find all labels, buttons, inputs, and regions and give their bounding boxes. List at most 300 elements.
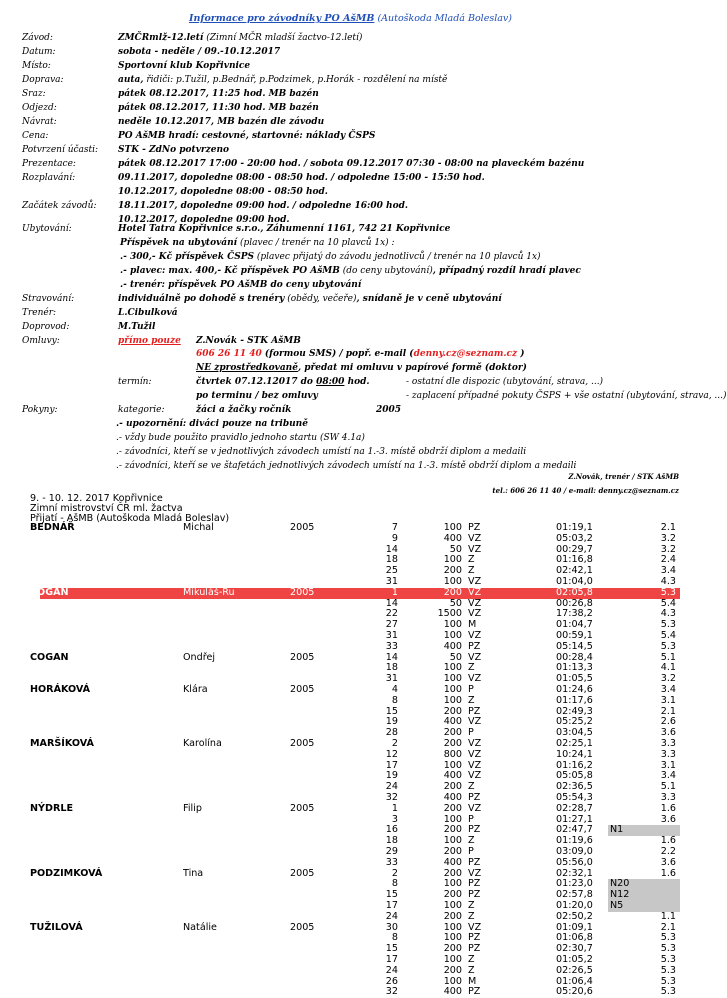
title-main: Informace pro závodníky PO AšMB <box>189 13 375 24</box>
cell-dist: 200 <box>443 943 462 955</box>
cell-dist: 50 <box>449 597 462 609</box>
cell-order: 3 <box>391 813 398 825</box>
cell-order: 1 <box>391 802 398 814</box>
cell-dist: 200 <box>443 867 462 879</box>
cell-pts: 2.4 <box>660 554 676 566</box>
deadline-row: termín: čtvrtek 07.12.12017 do 08:00 hod. - ostatní dle dispozic (ubytování, strava, ...) <box>118 377 604 387</box>
instruction-item: .- upozornění: diváci pouze na tribuně <box>116 419 308 429</box>
table-row <box>0 815 701 826</box>
cell-time: 01:23,0 <box>556 878 593 890</box>
cell-style: VZ <box>468 532 482 544</box>
field2-value: M.Tužil <box>118 322 156 332</box>
cell-dist: 100 <box>443 835 462 847</box>
field-row <box>0 199 701 213</box>
field-row <box>0 101 701 115</box>
field-value: 09.11.2017, dopoledne 08:00 - 08:50 hod. / odpoledne 15:00 - 15:50 hod. <box>118 173 485 183</box>
cell-order: 18 <box>385 554 398 566</box>
cell-surname: HORÁKOVÁ <box>30 684 91 695</box>
table-row <box>0 577 701 588</box>
lodging-line-3: .- plavec: max. 400,- Kč příspěvek PO AšMB (do ceny ubytování), případný rozdíl hradí plavec <box>120 266 581 276</box>
cell-dist: 50 <box>449 543 462 555</box>
cell-surname: PODZIMKOVÁ <box>30 867 103 879</box>
cell-dist: 400 <box>443 716 462 728</box>
cell-order: 1 <box>391 586 398 598</box>
cell-pts: 3.1 <box>660 759 676 771</box>
cell-time: 00:59,1 <box>556 630 593 641</box>
field-label: Sraz: <box>22 89 46 99</box>
cell-style: VZ <box>468 630 482 641</box>
cell-style: Z <box>468 565 475 577</box>
cell-dist: 200 <box>443 565 462 577</box>
cell-time: 02:49,3 <box>556 705 593 717</box>
cell-order: 29 <box>385 846 398 857</box>
field-label: Odjezd: <box>22 103 57 113</box>
cell-dist: 100 <box>443 684 462 695</box>
cell-time: 02:47,7 <box>556 824 593 836</box>
cell-style: VZ <box>468 759 482 771</box>
table-row <box>0 912 701 923</box>
field2-label: Stravování: <box>22 294 75 304</box>
table-row <box>0 761 701 772</box>
cell-time: 01:19,1 <box>556 522 593 533</box>
cell-time: 01:27,1 <box>556 813 593 825</box>
table-row <box>0 707 701 718</box>
cell-order: 28 <box>385 727 398 739</box>
cell-time: 01:13,3 <box>556 662 593 674</box>
cell-surname: TUŽILOVÁ <box>30 921 83 933</box>
cell-pts: 3.2 <box>660 673 676 685</box>
cell-time: 01:20,0 <box>556 900 593 911</box>
cell-dist: 200 <box>443 781 462 793</box>
cell-pts: 5.3 <box>660 964 676 976</box>
signature-name: Z.Novák, trenér / STK AšMB <box>568 472 679 481</box>
table-row <box>0 739 701 750</box>
cell-style: VZ <box>468 576 482 587</box>
cell-dist: 200 <box>443 705 462 717</box>
table-row <box>0 728 701 739</box>
cell-style: VZ <box>468 543 482 555</box>
cell-order: 14 <box>385 597 398 609</box>
cell-tag: N12 <box>608 890 680 901</box>
cell-dist: 400 <box>443 792 462 803</box>
cell-time: 02:42,1 <box>556 565 593 577</box>
cell-year: 2005 <box>290 921 315 933</box>
field-row <box>0 143 701 157</box>
field-row <box>0 31 701 45</box>
cell-order: 18 <box>385 835 398 847</box>
cell-time: 01:16,8 <box>556 554 593 566</box>
field2-label: Doprovod: <box>22 322 70 332</box>
cell-order: 2 <box>391 738 398 749</box>
cell-time: 01:24,6 <box>556 684 593 695</box>
cell-dist: 100 <box>443 878 462 890</box>
table-row <box>0 523 701 534</box>
cell-style: Z <box>468 835 475 847</box>
contact-person: Z.Novák - STK AšMB <box>196 336 301 346</box>
lodging-line-4: .- trenér: příspěvek PO AšMB do ceny ubytování <box>120 280 362 290</box>
cell-style: P <box>468 727 474 739</box>
cell-order: 17 <box>385 900 398 911</box>
cell-time: 02:50,2 <box>556 910 593 922</box>
cell-style: PZ <box>468 889 481 901</box>
cell-name: Mikuláš-Ru <box>183 586 235 598</box>
cell-pts: 4.3 <box>660 576 676 587</box>
cell-time: 05:54,3 <box>556 792 593 803</box>
cell-dist: 100 <box>443 576 462 587</box>
table-row <box>0 631 701 642</box>
cell-time: 01:09,1 <box>556 921 593 933</box>
cell-order: 24 <box>385 910 398 922</box>
cell-time: 00:26,8 <box>556 597 593 609</box>
field-value: Sportovní klub Kopřivnice <box>118 61 251 71</box>
cell-style: VZ <box>468 802 482 814</box>
table-row <box>0 901 701 912</box>
cell-style: PZ <box>468 792 481 803</box>
instruction-item: .- závodníci, kteří se v jednotlivých závodech umístí na 1.-3. místě obdrží diplom a medaili <box>116 447 527 457</box>
table-row <box>0 609 701 620</box>
cell-style: VZ <box>468 597 482 609</box>
cell-dist: 100 <box>443 932 462 944</box>
cell-time: 05:14,5 <box>556 640 593 652</box>
cell-time: 02:32,1 <box>556 867 593 879</box>
field-label: Místo: <box>22 61 51 71</box>
cell-time: 01:06,4 <box>556 975 593 987</box>
cell-name: Filip <box>183 802 202 814</box>
cell-year: 2005 <box>290 586 315 598</box>
cell-pts: 3.4 <box>660 770 676 782</box>
cell-tag: N1 <box>608 825 680 836</box>
cell-style: VZ <box>468 867 482 879</box>
cell-pts: 3.6 <box>660 727 676 739</box>
table-row <box>0 771 701 782</box>
cell-dist: 100 <box>443 954 462 965</box>
table-row <box>0 620 701 631</box>
lodging-line-2: .- 300,- Kč příspěvek ČSPS (plavec přijatý do závodu jednotlivců / trenér na 10 plavců 1x) <box>120 252 541 262</box>
cell-pts: 3.3 <box>660 748 676 760</box>
cell-tag: N5 <box>608 901 680 912</box>
cell-order: 14 <box>385 543 398 555</box>
cell-time: 00:28,4 <box>556 651 593 663</box>
field-value: 10.12.2017, dopoledne 08:00 - 08:50 hod. <box>118 187 328 197</box>
field-value: Hotel Tatra Kopřivnice s.r.o., Záhumenní 1161, 742 21 Kopřivnice <box>118 224 451 234</box>
cell-pts: 2.1 <box>660 522 676 533</box>
cell-pts: 5.1 <box>660 781 676 793</box>
cell-time: 03:09,0 <box>556 846 593 857</box>
cell-pts: 1.6 <box>660 802 676 814</box>
field-label: Potvrzení účasti: <box>22 145 99 155</box>
cell-order: 12 <box>385 748 398 760</box>
field-row <box>0 157 701 171</box>
results-header-line-2: Zimní mistrovství ČR ml. žactva <box>30 503 183 514</box>
cell-time: 02:28,7 <box>556 802 593 814</box>
table-row <box>0 599 701 610</box>
cell-dist: 100 <box>443 673 462 685</box>
field-value: ZMČRmlž-12.letí (Zimní MČR mladší žactvo-12.letí) <box>118 33 363 43</box>
late-row: po terminu / bez omluvy - zaplacení případné pokuty ČSPS + vše ostatní (ubytování, strava, ...) <box>196 391 727 401</box>
cell-order: 24 <box>385 781 398 793</box>
cell-time: 02:26,5 <box>556 964 593 976</box>
cell-dist: 200 <box>443 846 462 857</box>
cell-order: 8 <box>391 932 398 944</box>
cell-style: PZ <box>468 943 481 955</box>
excuses-row: Omluvy: přímo pouze Z.Novák - STK AšMB <box>22 336 301 346</box>
field-label: Závod: <box>22 33 53 43</box>
field-value: STK - ZdNo potvrzeno <box>118 145 230 155</box>
cell-pts: 5.3 <box>660 586 676 598</box>
cell-style: PZ <box>468 856 481 868</box>
cell-order: 17 <box>385 759 398 771</box>
cell-style: Z <box>468 910 475 922</box>
cell-order: 8 <box>391 694 398 706</box>
cell-dist: 100 <box>443 554 462 566</box>
cell-dist: 100 <box>443 630 462 641</box>
cell-dist: 400 <box>443 770 462 782</box>
cell-time: 05:56,0 <box>556 856 593 868</box>
cell-pts: 5.4 <box>660 597 676 609</box>
cell-order: 8 <box>391 878 398 890</box>
cell-style: Z <box>468 954 475 965</box>
cell-pts: 4.1 <box>660 662 676 674</box>
table-row <box>0 653 701 664</box>
cell-dist: 400 <box>443 856 462 868</box>
cell-dist: 100 <box>443 921 462 933</box>
cell-order: 15 <box>385 705 398 717</box>
table-row <box>0 663 701 674</box>
cell-time: 01:04,0 <box>556 576 593 587</box>
cell-pts: 5.3 <box>660 932 676 944</box>
cell-style: P <box>468 813 474 825</box>
cell-style: Z <box>468 662 475 674</box>
cell-order: 15 <box>385 889 398 901</box>
field2-label: Trenér: <box>22 308 57 318</box>
cell-pts: 2.1 <box>660 705 676 717</box>
cell-style: Z <box>468 554 475 566</box>
cell-style: PZ <box>468 932 481 944</box>
cell-time: 05:05,8 <box>556 770 593 782</box>
cell-order: 15 <box>385 943 398 955</box>
table-row <box>0 933 701 944</box>
cell-name: Klára <box>183 684 208 695</box>
cell-order: 24 <box>385 964 398 976</box>
field-label: Začátek závodů: <box>22 201 97 211</box>
direct-only-label: přímo pouze <box>118 336 181 346</box>
cell-time: 02:36,5 <box>556 781 593 793</box>
cell-style: PZ <box>468 640 481 652</box>
cell-dist: 100 <box>443 619 462 631</box>
cell-order: 19 <box>385 770 398 782</box>
field-value: neděle 10.12.2017, MB bazén dle závodu <box>118 117 325 127</box>
cell-order: 4 <box>391 684 398 695</box>
cell-time: 17:38,2 <box>556 608 593 620</box>
cell-style: VZ <box>468 586 482 598</box>
cell-pts: 3.2 <box>660 532 676 544</box>
email-link[interactable]: denny.cz@seznam.cz <box>413 349 518 359</box>
cell-time: 01:05,2 <box>556 954 593 965</box>
cell-style: VZ <box>468 651 482 663</box>
cell-dist: 200 <box>443 802 462 814</box>
cell-time: 00:29,7 <box>556 543 593 555</box>
cell-pts: 5.3 <box>660 640 676 652</box>
title-subtitle: (Autoškoda Mladá Boleslav) <box>377 13 512 24</box>
cell-order: 2 <box>391 867 398 879</box>
field-label: Doprava: <box>22 75 64 85</box>
cell-name: Michal <box>183 522 214 533</box>
cell-dist: 50 <box>449 651 462 663</box>
field-row <box>0 129 701 143</box>
cell-order: 32 <box>385 792 398 803</box>
cell-style: P <box>468 846 474 857</box>
field-value: auta, řidiči: p.Tužil, p.Bednář, p.Podzimek, p.Horák - rozdělení na místě <box>118 75 448 85</box>
cell-dist: 200 <box>443 910 462 922</box>
cell-style: VZ <box>468 673 482 685</box>
cell-year: 2005 <box>290 684 315 695</box>
cell-time: 05:25,2 <box>556 716 593 728</box>
cell-dist: 200 <box>443 738 462 749</box>
cell-order: 31 <box>385 673 398 685</box>
cell-style: VZ <box>468 716 482 728</box>
cell-pts: 1.1 <box>660 910 676 922</box>
cell-order: 16 <box>385 824 398 836</box>
cell-year: 2005 <box>290 651 315 663</box>
cell-dist: 100 <box>443 975 462 987</box>
cell-pts: 3.6 <box>660 856 676 868</box>
cell-year: 2005 <box>290 802 315 814</box>
table-row <box>0 555 701 566</box>
cell-style: Z <box>468 694 475 706</box>
cell-pts: 5.3 <box>660 943 676 955</box>
field-value: pátek 08.12.2017, 11:30 hod. MB bazén <box>118 103 319 113</box>
cell-style: PZ <box>468 878 481 890</box>
phone-number: 606 26 11 40 <box>196 349 262 359</box>
field-label: Návrat: <box>22 117 57 127</box>
cell-time: 02:57,8 <box>556 889 593 901</box>
cell-year: 2005 <box>290 738 315 749</box>
table-row <box>0 966 701 977</box>
cell-pts: 3.6 <box>660 813 676 825</box>
table-row <box>0 566 701 577</box>
cell-time: 05:20,6 <box>556 986 593 998</box>
field-label: Datum: <box>22 47 56 57</box>
cell-name: Tina <box>183 867 204 879</box>
cell-style: PZ <box>468 986 481 998</box>
cell-order: 25 <box>385 565 398 577</box>
field-value: 10.12.2017, dopoledne 09:00 hod. <box>118 215 290 225</box>
document-title <box>0 12 701 26</box>
cell-style: PZ <box>468 522 481 533</box>
cell-pts: 5.4 <box>660 630 676 641</box>
field2-value: L.Cibulková <box>118 308 178 318</box>
cell-dist: 100 <box>443 900 462 911</box>
cell-style: Z <box>468 964 475 976</box>
cell-pts: 3.3 <box>660 738 676 749</box>
cell-year: 2005 <box>290 522 315 533</box>
table-row <box>0 977 701 988</box>
table-row <box>0 674 701 685</box>
phone-row: 606 26 11 40 (formou SMS) / popř. e-mail (denny.cz@seznam.cz ) <box>196 349 525 359</box>
table-row <box>0 696 701 707</box>
field-value: pátek 08.12.2017, 11:25 hod. MB bazén <box>118 89 319 99</box>
table-row <box>0 944 701 955</box>
cell-surname: NÝDRLE <box>30 802 73 814</box>
cell-time: 01:16,2 <box>556 759 593 771</box>
cell-surname: MARŠÍKOVÁ <box>30 738 94 749</box>
cell-dist: 200 <box>443 727 462 739</box>
cell-time: 02:25,1 <box>556 738 593 749</box>
cell-dist: 100 <box>443 694 462 706</box>
cell-style: Z <box>468 900 475 911</box>
cell-order: 27 <box>385 619 398 631</box>
cell-order: 22 <box>385 608 398 620</box>
cell-pts: 5.1 <box>660 651 676 663</box>
cell-time: 02:30,7 <box>556 943 593 955</box>
lodging-line-1: Příspěvek na ubytování (plavec / trenér na 10 plavců 1x) : <box>120 238 395 248</box>
cell-dist: 200 <box>443 824 462 836</box>
table-row <box>0 642 701 653</box>
cell-pts: 3.4 <box>660 684 676 695</box>
table-row <box>0 717 701 728</box>
cell-order: 30 <box>385 921 398 933</box>
field-row <box>0 171 701 185</box>
field-label: Rozplavání: <box>22 173 76 183</box>
cell-pts: 2.2 <box>660 846 676 857</box>
field-value: PO AšMB hradí: cestovné, startovné: náklady ČSPS <box>118 131 376 141</box>
cell-pts: 5.3 <box>660 954 676 965</box>
cell-dist: 400 <box>443 640 462 652</box>
cell-dist: 800 <box>443 748 462 760</box>
field-row <box>0 115 701 129</box>
table-row <box>0 782 701 793</box>
cell-order: 31 <box>385 630 398 641</box>
ne-row: NE zprostředkovaně, předat mi omluvu v papírové formě (doktor) <box>196 363 527 373</box>
table-row <box>30 586 680 599</box>
cell-surname: COGAN <box>30 651 69 663</box>
cell-dist: 100 <box>443 522 462 533</box>
signature-contact: tel.: 606 26 11 40 / e-mail: denny.cz@seznam.cz <box>492 486 679 495</box>
cell-pts: 3.1 <box>660 694 676 706</box>
cell-time: 03:04,5 <box>556 727 593 739</box>
table-row <box>0 879 701 890</box>
cell-pts: 1.6 <box>660 835 676 847</box>
table-row <box>0 545 701 556</box>
cell-name: Karolína <box>183 738 222 749</box>
cell-order: 31 <box>385 576 398 587</box>
instruction-item: .- vždy bude použito pravidlo jednoho startu (SW 4.1a) <box>116 433 365 443</box>
field-label: Cena: <box>22 131 49 141</box>
table-row <box>0 847 701 858</box>
cell-name: Ondřej <box>183 651 216 663</box>
cell-order: 18 <box>385 662 398 674</box>
cell-style: VZ <box>468 770 482 782</box>
cell-dist: 200 <box>443 586 462 598</box>
table-row <box>0 890 701 901</box>
table-row <box>0 858 701 869</box>
table-row <box>0 804 701 815</box>
field2-row <box>0 320 701 334</box>
cell-pts: 2.1 <box>660 921 676 933</box>
cell-surname: COGAN <box>30 586 69 598</box>
cell-style: VZ <box>468 921 482 933</box>
cell-time: 02:05,8 <box>556 586 593 598</box>
table-row <box>0 923 701 934</box>
cell-pts: 5.3 <box>660 619 676 631</box>
instructions-row: Pokyny: kategorie: žáci a žačky ročník 2005 <box>22 405 402 415</box>
table-row <box>0 869 701 880</box>
table-row <box>0 534 701 545</box>
field-row <box>0 45 701 59</box>
cell-time: 01:05,5 <box>556 673 593 685</box>
cell-order: 17 <box>385 954 398 965</box>
cell-style: PZ <box>468 824 481 836</box>
